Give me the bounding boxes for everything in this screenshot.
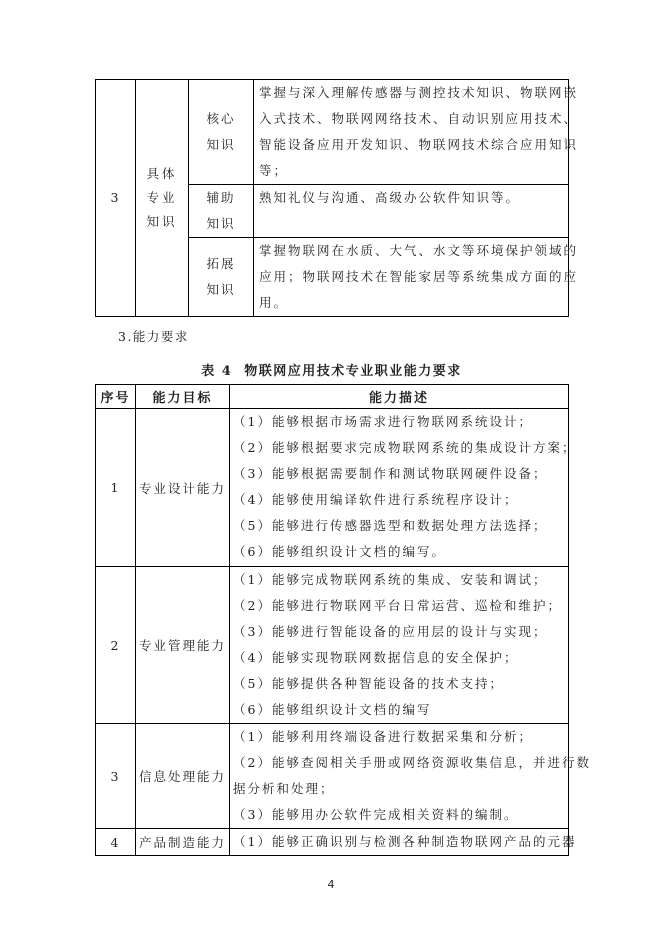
row-goal: 产品制造能力 xyxy=(136,829,230,856)
section-heading: 3.能力要求 xyxy=(118,329,189,344)
text-line: （3）能够根据需要制作和测试物联网硬件设备； xyxy=(233,466,548,481)
text-line: （3）能够用办公软件完成相关资料的编制。 xyxy=(233,807,519,822)
table-row xyxy=(96,409,569,567)
text-line: （1）能够完成物联网系统的集成、安装和调试； xyxy=(233,572,548,587)
text-line: （2）能够查阅相关手册或网络资源收集信息，并进行数 xyxy=(233,755,591,770)
text-line: （2）能够根据要求完成物联网系统的集成设计方案； xyxy=(233,440,577,455)
header-index: 序号 xyxy=(96,385,136,409)
row-description xyxy=(230,724,591,829)
text-line: （2）能够进行物联网平台日常运营、巡检和维护； xyxy=(233,598,562,613)
text-line: 等； xyxy=(259,163,289,178)
row-goal: 专业管理能力 xyxy=(136,567,230,724)
table-header-row xyxy=(96,385,569,409)
table-caption xyxy=(95,360,568,379)
table-row xyxy=(96,829,569,856)
text-line: 据分析和处理； xyxy=(233,781,335,796)
abilities-table xyxy=(95,384,591,856)
row-goal: 专业设计能力 xyxy=(136,409,230,567)
row-index: 1 xyxy=(96,409,136,567)
text-line: （5）能够进行传感器选型和数据处理方法选择； xyxy=(233,518,548,533)
category-cell: 具体专业知识 xyxy=(136,80,189,317)
row-index: 3 xyxy=(96,724,136,829)
row-description xyxy=(230,409,577,567)
extended-knowledge-description xyxy=(254,238,579,317)
text-line: （4）能够实现物联网数据信息的安全保护； xyxy=(233,650,519,665)
text-line: 用。 xyxy=(259,295,289,310)
row-goal: 信息处理能力 xyxy=(136,724,230,829)
subcategory-auxiliary-knowledge: 辅助知识 xyxy=(189,185,254,238)
page-number: 4 xyxy=(327,878,335,891)
table-caption-title: 物联网应用技术专业职业能力要求 xyxy=(244,364,462,379)
text-line: （1）能够正确识别与检测各种制造物联网产品的元器 xyxy=(233,834,577,849)
core-knowledge-description xyxy=(254,80,579,185)
text-line: 掌握与深入理解传感器与测控技术知识、物联网嵌 xyxy=(259,85,579,100)
subcategory-extended-knowledge: 拓展知识 xyxy=(189,238,254,317)
text-line: 入式技术、物联网网络技术、自动识别应用技术、 xyxy=(259,111,579,126)
knowledge-table xyxy=(95,79,579,317)
text-line: （3）能够进行智能设备的应用层的设计与实现； xyxy=(233,624,548,639)
auxiliary-knowledge-description xyxy=(254,185,569,238)
text-line: 智能设备应用开发知识、物联网技术综合应用知识 xyxy=(259,137,579,152)
text-line: （6）能够组织设计文档的编写。 xyxy=(233,544,446,559)
text-line: 掌握物联网在水质、大气、水文等环境保护领域的 xyxy=(259,243,579,258)
text-line: 应用；物联网技术在智能家居等系统集成方面的应 xyxy=(259,269,579,284)
text-line: （6）能够组织设计文档的编写 xyxy=(233,702,432,717)
text-line: （4）能够使用编译软件进行系统程序设计； xyxy=(233,492,519,507)
subcategory-core-knowledge: 核心知识 xyxy=(189,80,254,185)
text-line: （5）能够提供各种智能设备的技术支持； xyxy=(233,676,504,691)
row-index: 4 xyxy=(96,829,136,856)
row-description xyxy=(230,567,569,724)
text-line: （1）能够根据市场需求进行物联网系统设计； xyxy=(233,414,533,429)
header-description: 能力描述 xyxy=(230,385,569,409)
row-description xyxy=(230,829,577,856)
table-row xyxy=(96,724,569,829)
header-goal: 能力目标 xyxy=(136,385,230,409)
text-line: 熟知礼仪与沟通、高级办公软件知识等。 xyxy=(259,190,521,205)
table-caption-number: 表 4 xyxy=(201,364,233,379)
row-index-cell: 3 xyxy=(96,80,136,317)
row-index: 2 xyxy=(96,567,136,724)
text-line: （1）能够利用终端设备进行数据采集和分析； xyxy=(233,729,533,744)
table-row xyxy=(96,567,569,724)
